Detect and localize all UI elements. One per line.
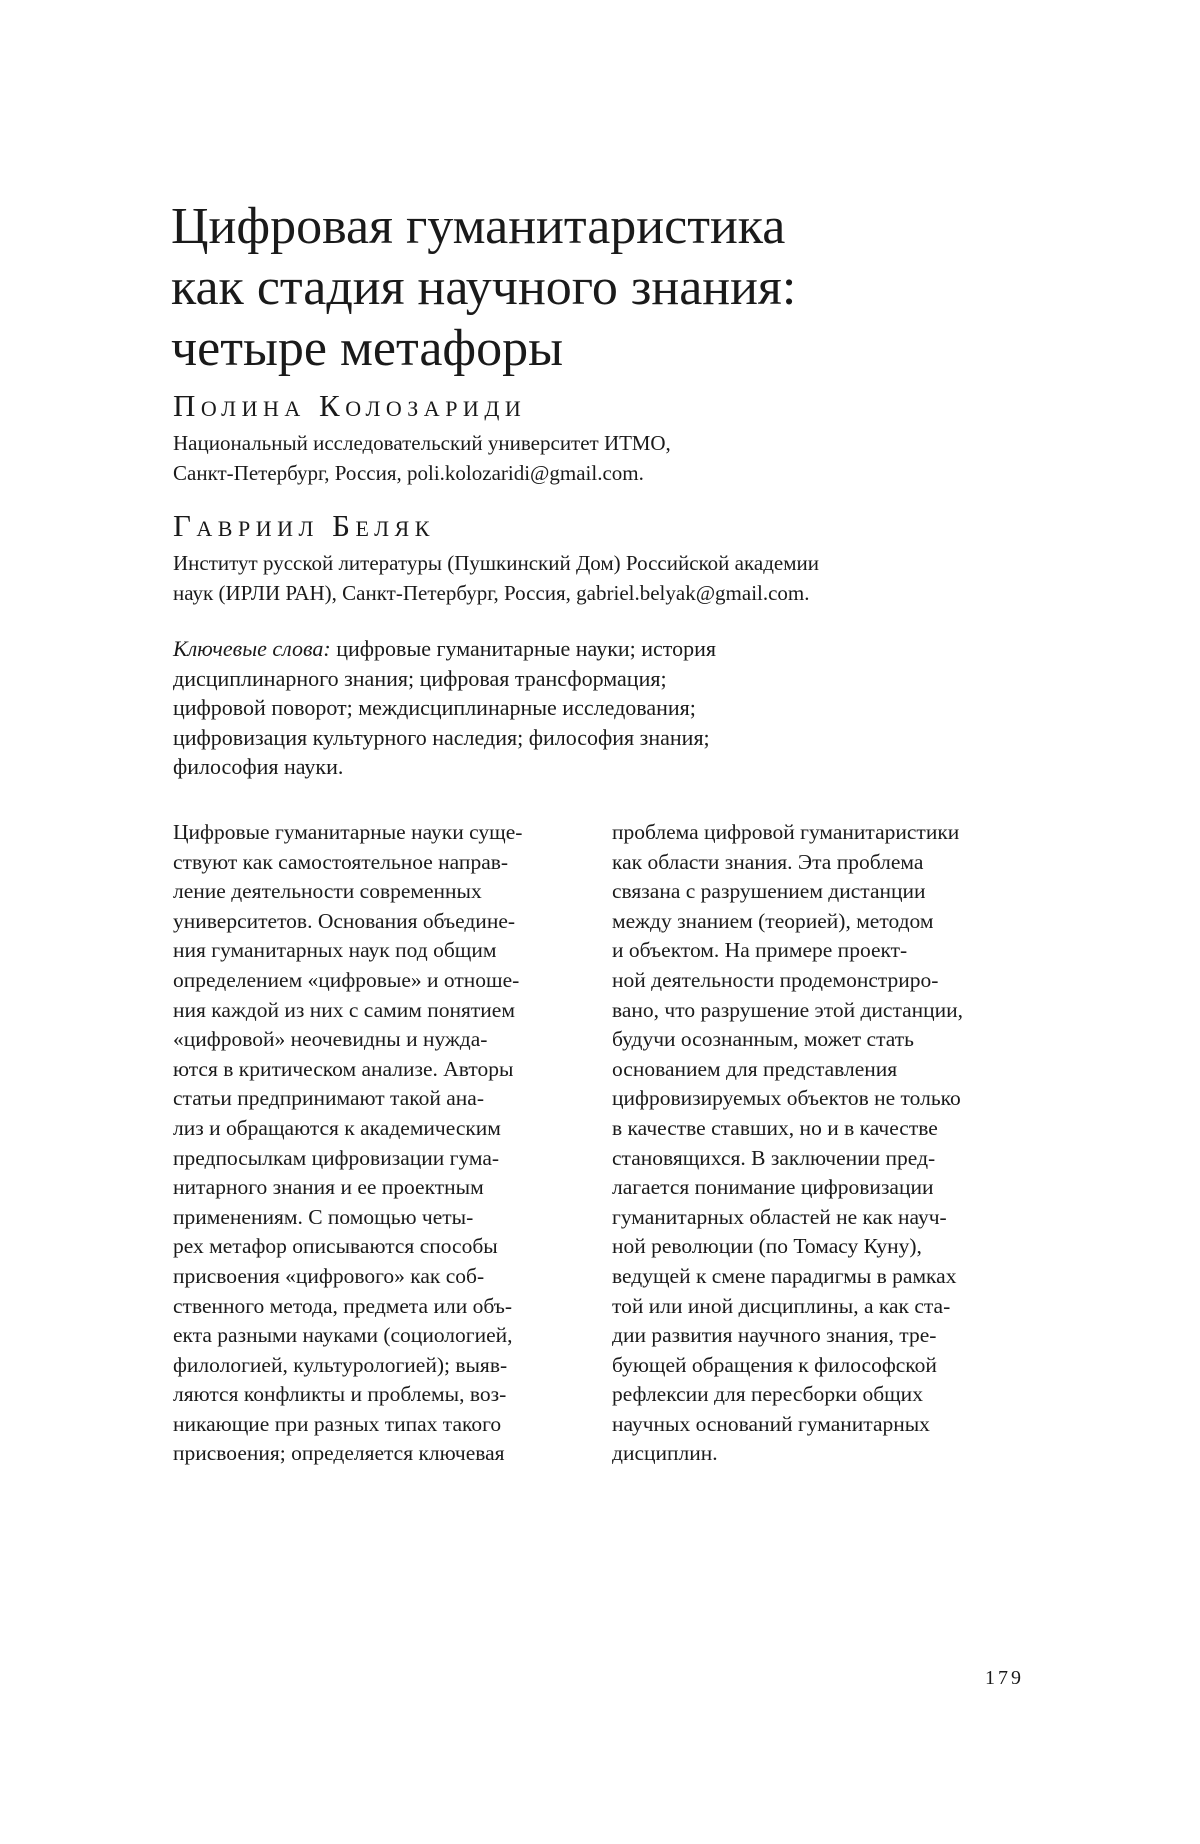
affiliation-line: Институт русской литературы (Пушкинский Дом) Российской академии [173,551,819,575]
abstract-line: той или иной дисциплины, а как ста- [612,1293,951,1318]
keywords-text: цифровые гуманитарные науки; история [330,636,717,661]
keywords-label: Ключевые слова: [173,636,331,661]
abstract-line: нитарного знания и ее проектным [173,1175,484,1200]
abstract-line: ление деятельности современных [173,879,482,904]
abstract-line: основанием для представления [612,1056,898,1081]
title-line: четыре метафоры [171,320,564,377]
abstract-line: присвоения; определяется ключевая [173,1441,505,1466]
abstract-line: в качестве ставших, но и в качестве [612,1115,938,1140]
abstract-line: применениям. С помощью четы- [173,1204,474,1229]
abstract-line: и объектом. На примере проект- [612,938,908,963]
abstract-line: дии развития научного знания, тре- [612,1323,937,1348]
keywords [173,634,1053,782]
abstract-line: ния каждой из них с самим понятием [173,997,515,1022]
abstract-line: дисциплин. [612,1441,718,1466]
abstract-right-column [612,818,1032,1469]
abstract-line: научных оснований гуманитарных [612,1411,930,1436]
abstract-line: предпосылкам цифровизации гума- [173,1145,500,1170]
author-affiliation [173,548,1053,608]
abstract-line: присвоения «цифрового» как соб- [173,1263,485,1288]
abstract-line: как области знания. Эта проблема [612,849,924,874]
abstract-line: филологией, культурологией); выяв- [173,1352,508,1377]
author-affiliation [173,428,1053,488]
abstract-line: статьи предпринимают такой ана- [173,1086,484,1111]
abstract-line: связана с разрушением дистанции [612,879,926,904]
affiliation-line: Национальный исследовательский университет ИТМО, [173,431,671,455]
abstract-line: ведущей к смене парадигмы в рамках [612,1263,957,1288]
keywords-line: дисциплинарного знания; цифровая трансформация; [173,665,667,691]
abstract-line: становящихся. В заключении пред- [612,1145,936,1170]
affiliation-line: Санкт-Петербург, Россия, poli.kolozaridi@gmail.com. [173,461,644,485]
author-block [173,508,1053,608]
abstract-line: ной деятельности продемонстриро- [612,967,939,992]
abstract-line: рефлексии для пересборки общих [612,1382,923,1407]
abstract-line: определением «цифровые» и отноше- [173,967,520,992]
keywords-line: цифровизация культурного наследия; философия знания; [173,724,710,750]
abstract-line: будучи осознанным, может стать [612,1027,914,1052]
abstract-line: ной революции (по Томасу Куну), [612,1234,922,1259]
page-number: 179 [985,1667,1024,1689]
abstract-line: между знанием (теорией), методом [612,908,934,933]
abstract-line: лиз и обращаются к академическим [173,1115,501,1140]
abstract-line: вано, что разрушение этой дистанции, [612,997,964,1022]
abstract-line: бующей обращения к философской [612,1352,937,1377]
abstract-line: университетов. Основания объедине- [173,908,516,933]
title-line: как стадия научного знания: [171,259,797,316]
abstract-left-column [173,818,593,1469]
abstract-line: проблема цифровой гуманитаристики [612,820,960,844]
abstract-line: ствуют как самостоятельное направ- [173,849,509,874]
affiliation-line: наук (ИРЛИ РАН), Санкт-Петербург, Россия, gabriel.belyak@gmail.com. [173,581,810,605]
abstract-line: лагается понимание цифровизации [612,1175,934,1200]
title-line: Цифровая гуманитаристика [171,198,786,255]
abstract-line: екта разными науками (социологией, [173,1323,513,1348]
abstract-line: ляются конфликты и проблемы, воз- [173,1382,507,1407]
abstract-line: ния гуманитарных наук под общим [173,938,497,963]
keywords-line: философия науки. [173,754,344,779]
author-block [173,388,1053,488]
abstract-line: «цифровой» неочевидны и нужда- [173,1027,488,1052]
abstract-line: никающие при разных типах такого [173,1411,502,1436]
author-name: Полина Колозариди [173,388,527,423]
abstract-line: цифровизируемых объектов не только [612,1086,961,1111]
abstract-line: Цифровые гуманитарные науки суще- [173,820,523,844]
abstract-line: ются в критическом анализе. Авторы [173,1056,514,1081]
keywords-line: цифровой поворот; междисциплинарные исследования; [173,695,696,720]
author-name: Гавриил Беляк [173,508,435,543]
abstract-line: гуманитарных областей не как науч- [612,1204,947,1229]
abstract-line: рех метафор описываются способы [173,1234,498,1259]
keywords-line [173,634,1053,664]
abstract-line: ственного метода, предмета или объ- [173,1293,513,1318]
article-title [171,196,1051,379]
